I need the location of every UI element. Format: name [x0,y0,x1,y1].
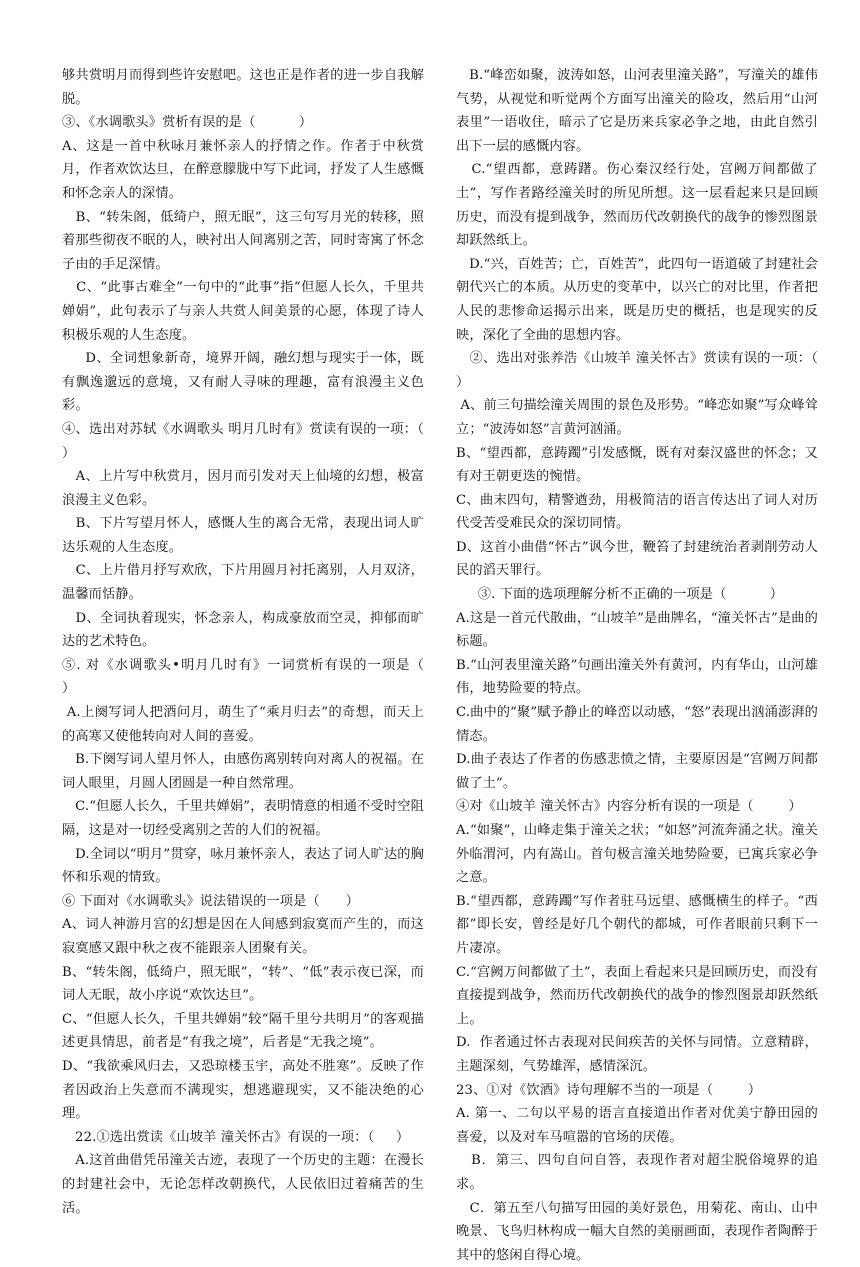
option-a: A.这首曲借凭吊潼关古迹，表现了一个历史的主题：在漫长的封建社会中，无论怎样改朝换代，人民依旧过着痛苦的生活。 [62,1149,424,1220]
option-d: D.曲子表达了作者的伤感悲愤之情，主要原因是“宫阙万间都做了土”。 [456,748,818,795]
option-d: D、“我欲乘风归去，又恐琼楼玉宇，高处不胜寒”。反映了作者因政治上失意而不满现实，想逃避现实，又不能决绝的心理。 [62,1055,424,1126]
option-b: B、下片写望月怀人，感慨人生的离合无常，表现出词人旷达乐观的人生态度。 [62,512,424,559]
question-22-4-stem: ④对《山坡羊 潼关怀古》内容分析有误的一项是（ ） [456,795,818,819]
option-b: B.“山河表里潼关路”句画出潼关外有黄河，内有华山，山河雄伟，地势险要的特点。 [456,654,818,701]
option-c: C、“但愿人长久，千里共婵娟”较“隔千里兮共明月”的客观描述更具情思，前者是“有我之境”，后者是“无我之境”。 [62,1008,424,1055]
option-d: D、全词执着现实，怀念亲人，构成豪放而空灵，抑郁而旷达的艺术特色。 [62,607,424,654]
question-22-3-stem: ③. 下面的选项理解分析不正确的一项是（ ） [456,583,818,607]
option-b: B.下阕写词人望月怀人，由感伤离别转向对离人的祝福。在词人眼里，月圆人团圆是一种自然常理。 [62,748,424,795]
option-a: A.这是一首元代散曲，“山坡羊”是曲牌名，“潼关怀古”是曲的标题。 [456,607,818,654]
option-c: C、“此事古难全”一句中的“此事”指“但愿人长久，千里共婵娟”，此句表示了与亲人共赏人间美景的心愿，体现了诗人积极乐观的人生态度。 [62,276,424,347]
option-c: C.“宫阙万间都做了土”，表面上看起来只是回顾历史，而没有直接提到战争，然而历代改朝换代的战争的惨烈图景却跃然纸上。 [456,961,818,1032]
option-d: D. 作者通过怀古表现对民间疾苦的关怀与同情。立意精辟，主题深刻，气势雄浑，感情深沉。 [456,1031,818,1078]
question-22-1-stem: 22.①选出赏读《山坡羊 潼关怀古》有误的一项：（ ） [62,1126,424,1150]
option-b: B.“峰峦如聚，波涛如怒，山河表里潼关路”，写潼关的雄伟气势，从视觉和听觉两个方面写出潼关的险攻，然后用“山河表里”一语收住，暗示了它是历来兵家必争之地，由此自然引出下一层的感慨内容。 [456,64,818,158]
option-c: C.“但愿人长久，千里共婵娟”，表明情意的相通不受时空阻隔，这是对一切经受离别之苦的人们的祝福。 [62,795,424,842]
exam-page [62,64,822,1154]
question-3-stem: ③、《水调歌头》赏析有误的是（ ） [62,111,424,135]
question-5-stem: ⑤. 对《水调歌头•明月几时有》一词赏析有误的一项是（ ） [62,654,424,701]
option-a: A.上阕写词人把酒问月，萌生了“乘月归去”的奇想，而天上的高寒又使他转向对人间的喜爱。 [62,701,424,748]
right-column [456,64,818,1267]
option-c: C．第五至八句描写田园的美好景色，用菊花、南山、山中晚景、飞鸟归林构成一幅大自然的美丽画面，表现作者陶醉于其中的悠闲自得心境。 [456,1197,818,1267]
option-a: A、上片写中秋赏月，因月而引发对天上仙境的幻想，极富浪漫主义色彩。 [62,465,424,512]
option-a: A. 第一、二句以平易的语言直接道出作者对优美宁静田园的喜爱，以及对车马喧嚣的官场的厌倦。 [456,1102,818,1149]
option-b: B、“转朱阁，低绮户，照无眠”，“转”、“低”表示夜已深，而词人无眠，故小序说“欢饮达旦”。 [62,961,424,1008]
option-a: A、这是一首中秋咏月兼怀亲人的抒情之作。作者于中秋赏月，作者欢饮达旦，在醉意朦胧中写下此词，抒发了人生感慨和怀念亲人的深情。 [62,135,424,206]
option-d: D.“兴，百姓苦；亡，百姓苦”，此四句一语道破了封建社会朝代兴亡的本质。从历史的变革中，以兴亡的对比里，作者把人民的悲惨命运揭示出来，既是历史的概括，也是现实的反映，深化了全曲的思想内容。 [456,253,818,347]
paragraph: 够共赏明月而得到些许安慰吧。这也正是作者的进一步自我解脱。 [62,64,424,111]
option-d: D、这首小曲借“怀古”讽今世，鞭笞了封建统治者剥削劳动人民的滔天罪行。 [456,536,818,583]
option-c: C、曲末四句，精警遒劲，用极简洁的语言传达出了词人对历代受苦受难民众的深切同情。 [456,489,818,536]
left-column [62,64,424,1220]
question-4-stem: ④、选出对苏轼《水调歌头 明月几时有》赏读有误的一项：（ ） [62,418,424,465]
option-b: B.“望西都，意踌躅”写作者驻马远望、感慨横生的样子。“西都”即长安，曾经是好几个朝代的都城，可作者眼前只剩下一片凄凉。 [456,890,818,961]
option-c: C.曲中的“聚”赋予静止的峰峦以动感，“怒”表现出汹涌澎湃的情态。 [456,701,818,748]
option-a: A.“如聚”，山峰走集于潼关之状；“如怒”河流奔涌之状。潼关外临渭河，内有嵩山。首句极言潼关地势险要，已寓兵家必争之意。 [456,819,818,890]
option-b: B、“转朱阁，低绮户，照无眠”，这三句写月光的转移，照着那些彻夜不眠的人，映衬出人间离别之苦，同时寄寓了怀念子由的手足深情。 [62,206,424,277]
option-c: C、上片借月抒写欢欣，下片用圆月衬托离别，人月双济，温馨而恬静。 [62,559,424,606]
option-d: D、全词想象新奇，境界开阔，融幻想与现实于一体，既有飘逸邈远的意境，又有耐人寻味的理趣，富有浪漫主义色彩。 [62,347,424,418]
option-a: A、词人神游月宫的幻想是因在人间感到寂寞而产生的，而这寂寞感又跟中秋之夜不能跟亲人团聚有关。 [62,913,424,960]
option-a: A、前三句描绘潼关周围的景色及形势。“峰恋如聚”写众峰耸立；“波涛如怒”言黄河汹涌。 [456,394,818,441]
option-d: D.全词以“明月”贯穿，咏月兼怀亲人，表达了词人旷达的胸怀和乐观的情致。 [62,843,424,890]
option-b: B、“望西都，意踌躅”引发感慨，既有对秦汉盛世的怀念；又有对王朝更迭的惋惜。 [456,442,818,489]
option-c: C.“望西都，意踌躇。伤心秦汉经行处，宫阙万间都做了土”，写作者路经潼关时的所见所想。这一层看起来只是回顾历史，而没有提到战争，然而历代改朝换代的战争的惨烈图景却跃然纸上。 [456,158,818,252]
question-6-stem: ⑥ 下面对《水调歌头》说法错误的一项是（ ） [62,890,424,914]
question-22-2-stem: ②、选出对张养浩《山坡羊 潼关怀古》赏读有误的一项：（ ） [456,347,818,394]
question-23-1-stem: 23、①对《饮酒》诗句理解不当的一项是（ ） [456,1079,818,1103]
option-b: B．第三、四句自问自答，表现作者对超尘脱俗境界的追求。 [456,1149,818,1196]
